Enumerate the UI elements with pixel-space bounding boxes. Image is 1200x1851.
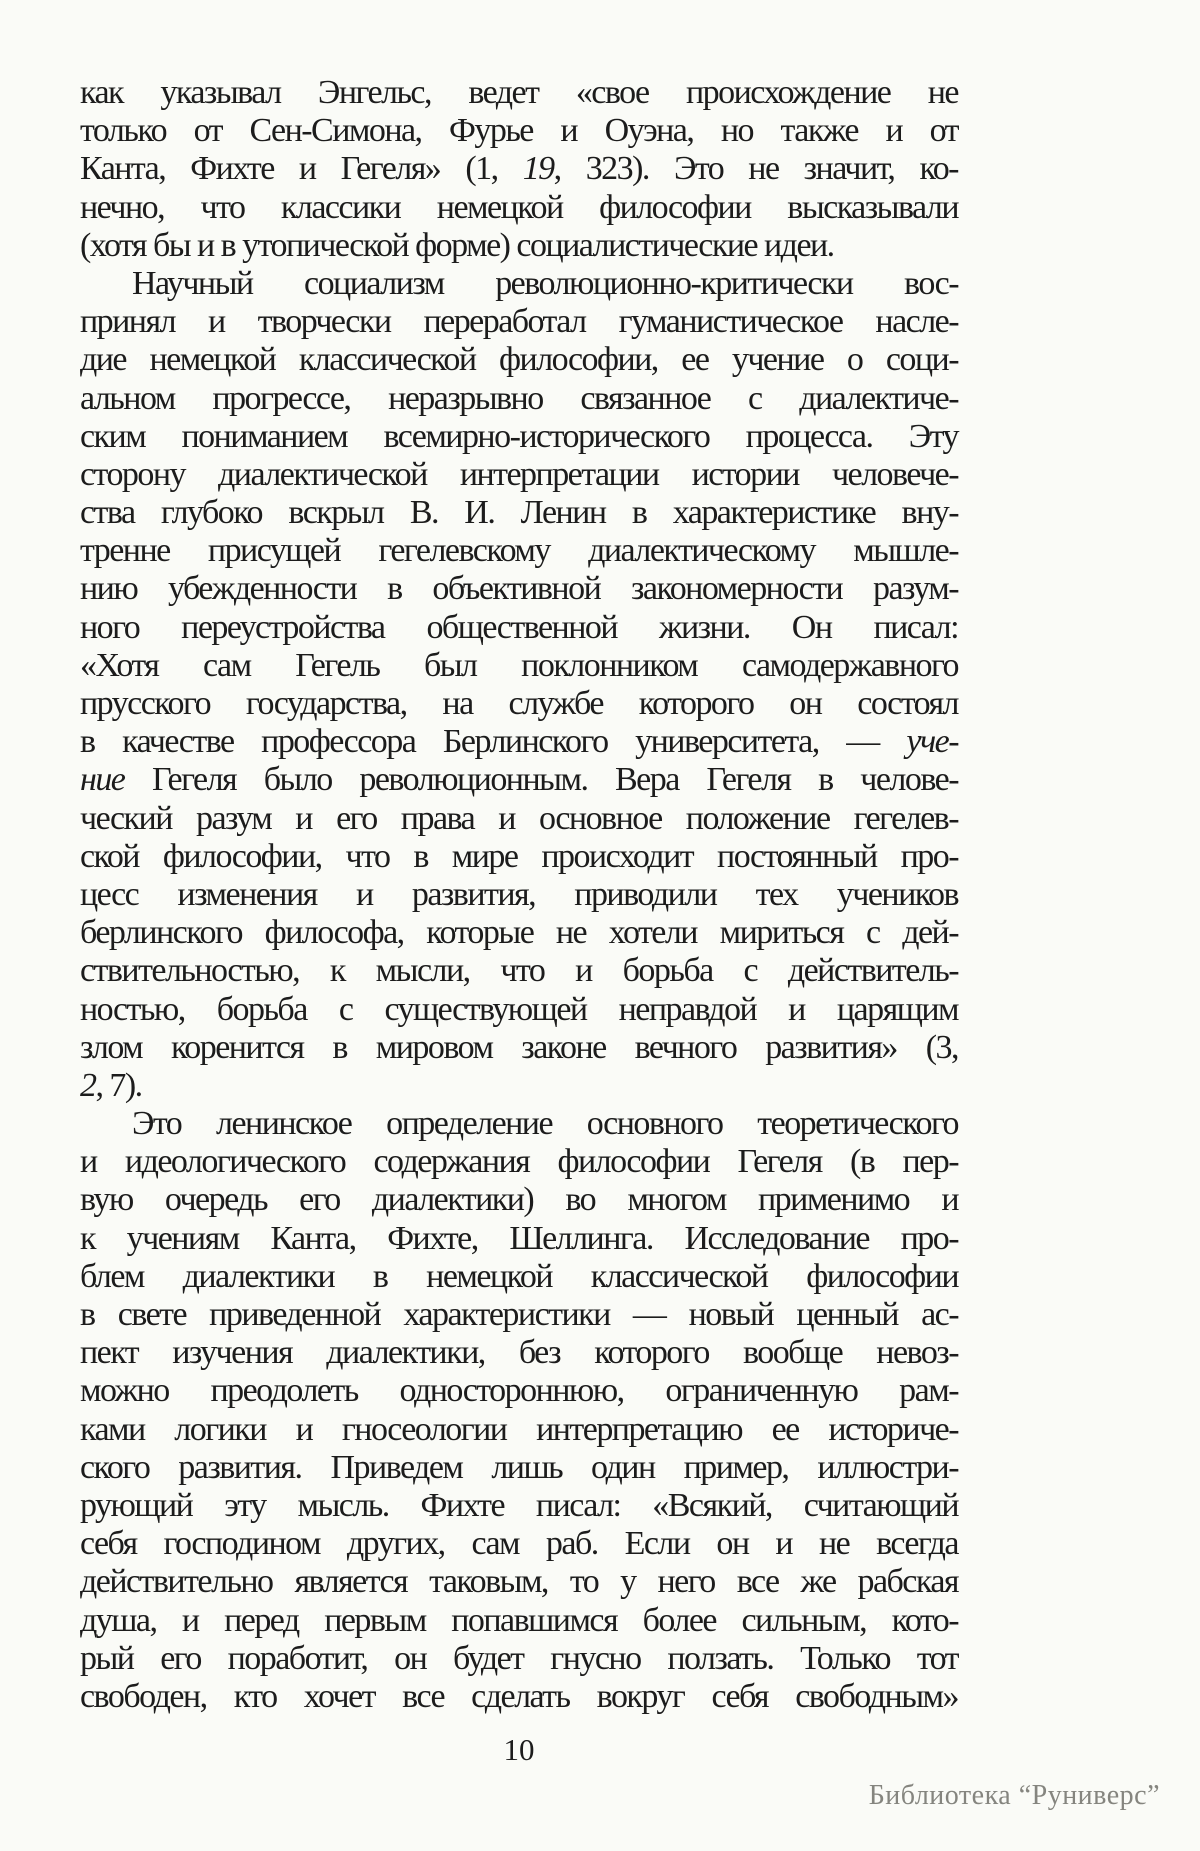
text-line — [80, 1258, 958, 1296]
text-line — [80, 685, 958, 723]
text-line — [80, 1678, 958, 1716]
text-segment: принял и творчески переработал гуманистическое насле- — [80, 303, 958, 341]
italic-text-segment: 2 — [80, 1066, 96, 1104]
text-segment: нечно, что классики немецкой философии высказывали — [80, 188, 958, 226]
text-line — [80, 341, 958, 379]
text-line — [80, 418, 958, 456]
text-line — [80, 876, 958, 914]
text-segment: и идеологического содержания философии Гегеля (в пер- — [80, 1143, 958, 1181]
text-segment: ками логики и гносеологии интерпретацию ее историче- — [80, 1410, 958, 1448]
text-segment: рующий эту мысль. Фихте писал: «Всякий, считающий — [80, 1486, 958, 1524]
text-line — [80, 150, 958, 188]
text-segment: свободен, кто хочет все сделать вокруг себя свободным» — [80, 1677, 958, 1715]
text-segment: пект изучения диалектики, без которого вообще невоз- — [80, 1334, 958, 1372]
text-segment: в свете приведенной характеристики — новый ценный ас- — [80, 1296, 958, 1333]
text-line — [80, 189, 958, 227]
text-line — [80, 1029, 958, 1067]
page-number: 10 — [503, 1732, 535, 1767]
text-line — [80, 1334, 958, 1372]
text-line — [80, 1602, 958, 1640]
text-line — [80, 1487, 958, 1525]
text-segment: ствительностью, к мысли, что и борьба с действитель- — [80, 952, 958, 990]
text-line — [80, 227, 958, 265]
text-segment: ного переустройства общественной жизни. Он писал: — [80, 608, 958, 646]
text-line — [80, 303, 958, 341]
text-line — [80, 723, 958, 761]
text-line — [80, 1525, 958, 1563]
text-segment: сторону диалектической интерпретации истории человече- — [80, 455, 958, 493]
text-segment: как указывал Энгельс, ведет «свое происхождение не — [80, 74, 958, 111]
text-segment: ческий разум и его права и основное положение гегелев- — [80, 799, 958, 837]
text-segment: альном прогрессе, неразрывно связанное с диалектиче- — [80, 379, 958, 417]
text-line — [80, 838, 958, 876]
text-segment: Гегеля было революционным. Вера Гегеля в челове- — [124, 761, 958, 799]
text-segment: в качестве профессора Берлинского университета, — — [80, 723, 907, 761]
text-segment: Канта, Фихте и Гегеля» (1, — [80, 150, 523, 188]
text-segment: , 7). — [95, 1066, 142, 1104]
text-line — [80, 1640, 958, 1678]
text-line — [80, 761, 958, 799]
text-line — [80, 1411, 958, 1449]
text-segment: ностью, борьба с существующей неправдой и царящим — [80, 990, 958, 1028]
text-segment: цесс изменения и развития, приводили тех учеников — [80, 875, 958, 913]
text-line — [80, 1296, 958, 1334]
text-segment: прусского государства, на службе которого он состоял — [80, 685, 958, 722]
watermark: Библиотека “Руниверс” — [868, 1780, 1160, 1811]
italic-text-segment: уче- — [906, 723, 958, 761]
text-segment: рый его поработит, он будет гнусно ползать. Только тот — [80, 1639, 958, 1677]
text-segment: злом коренится в мировом законе вечного развития» (3, — [80, 1028, 958, 1066]
text-line — [80, 532, 958, 570]
text-line — [80, 380, 958, 418]
text-segment: Научный социализм революционно-критически вос- — [132, 264, 958, 302]
text-line — [80, 991, 958, 1029]
text-line — [80, 112, 958, 150]
text-line — [80, 1067, 958, 1105]
text-line — [80, 494, 958, 532]
text-line — [80, 914, 958, 952]
italic-text-segment: 19 — [522, 150, 554, 188]
text-segment: только от Сен-Симона, Фурье и Оуэна, но также и от — [80, 112, 958, 150]
text-segment: берлинского философа, которые не хотели мириться с дей- — [80, 914, 958, 952]
text-line — [80, 1449, 958, 1487]
text-segment: дие немецкой классической философии, ее учение о соци- — [80, 341, 958, 379]
text-line — [80, 456, 958, 494]
text-segment: ства глубоко вскрыл В. И. Ленин в характеристике вну- — [80, 494, 958, 532]
text-segment: можно преодолеть одностороннюю, ограниченную рам- — [80, 1372, 958, 1410]
text-segment: вую очередь его диалектики) во многом применимо и — [80, 1181, 958, 1219]
text-line — [80, 1220, 958, 1258]
text-line — [80, 647, 958, 685]
text-segment: тренне присущей гегелевскому диалектическому мышле- — [80, 532, 958, 570]
text-segment: себя господином других, сам раб. Если он и не всегда — [80, 1525, 958, 1563]
page-text — [80, 74, 958, 1716]
text-segment: душа, и перед первым попавшимся более сильным, кото- — [80, 1601, 958, 1639]
text-segment: Это ленинское определение основного теоретического — [132, 1105, 958, 1143]
text-line — [80, 1143, 958, 1181]
text-line — [80, 609, 958, 647]
text-line — [80, 1372, 958, 1410]
text-line — [80, 1181, 958, 1219]
text-line — [80, 570, 958, 608]
text-segment: ским пониманием всемирно-исторического процесса. Эту — [80, 417, 958, 455]
text-segment: ского развития. Приведем лишь один пример, иллюстри- — [80, 1448, 958, 1486]
text-segment: ской философии, что в мире происходит постоянный про- — [80, 837, 958, 875]
text-line — [80, 952, 958, 990]
text-line — [80, 74, 958, 112]
text-segment: (хотя бы и в утопической форме) социалистические идеи. — [80, 226, 834, 264]
text-line — [80, 1563, 958, 1601]
text-segment: блем диалектики в немецкой классической философии — [80, 1257, 958, 1295]
text-segment: действительно является таковым, то у него все же рабская — [80, 1563, 958, 1601]
italic-text-segment: ние — [80, 761, 125, 799]
text-segment: «Хотя сам Гегель был поклонником самодержавного — [80, 646, 958, 684]
text-line — [80, 1105, 958, 1143]
text-line — [80, 800, 958, 838]
text-segment: , 323). Это не значит, ко- — [553, 150, 958, 188]
text-segment: нию убежденности в объективной закономерности разум- — [80, 570, 958, 608]
text-segment: к учениям Канта, Фихте, Шеллинга. Исследование про- — [80, 1219, 958, 1257]
text-line — [80, 265, 958, 303]
